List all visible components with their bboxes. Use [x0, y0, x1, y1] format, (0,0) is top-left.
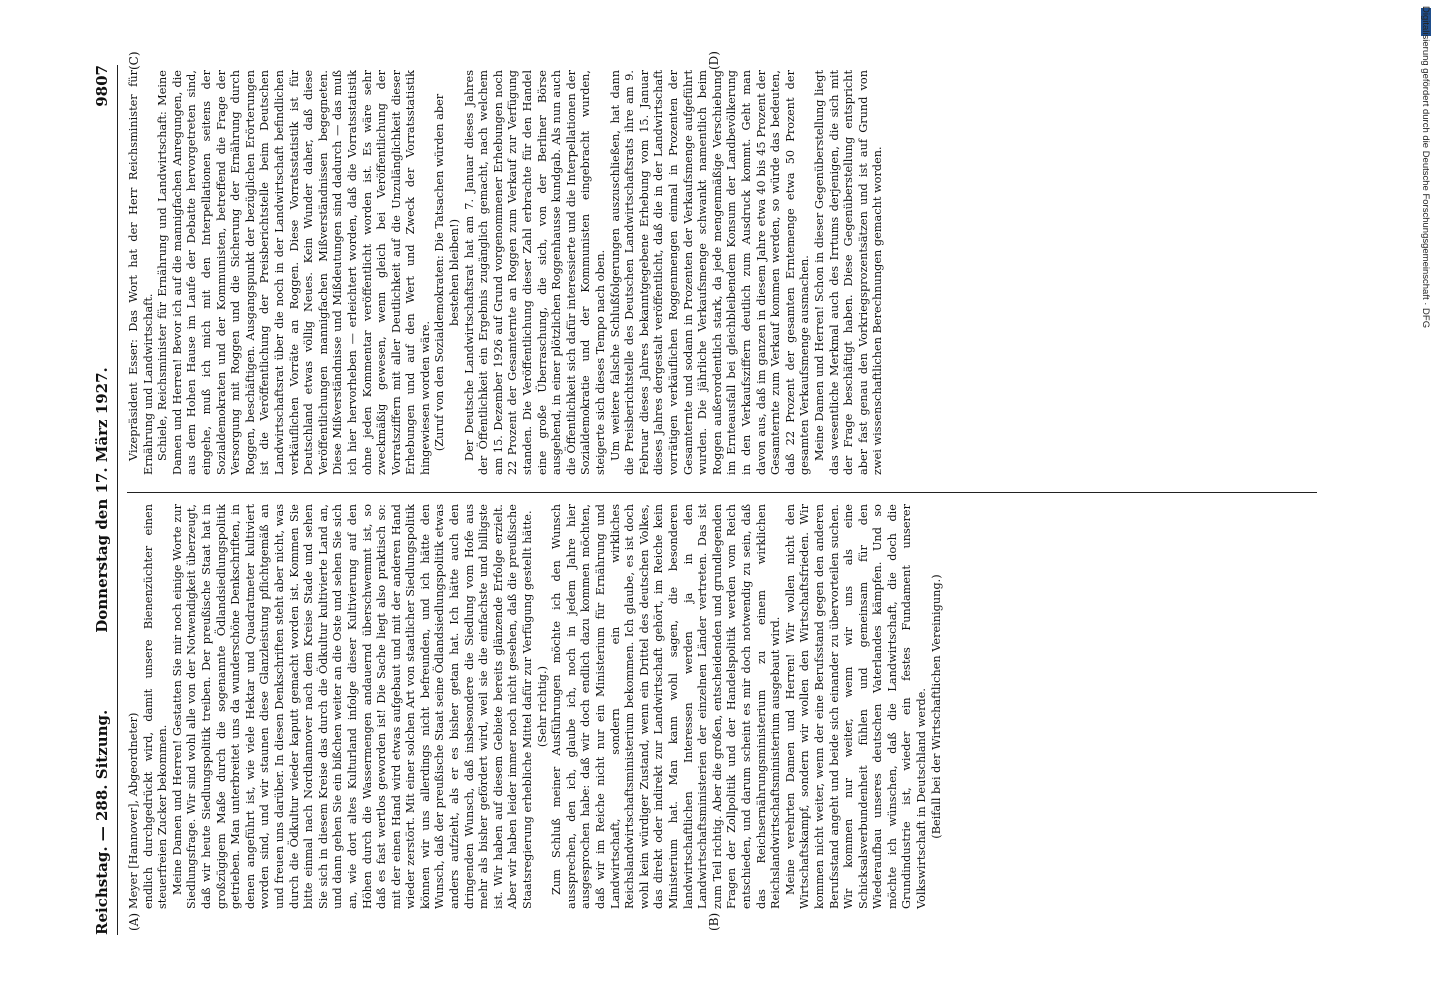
- header-date: Donnerstag den 17. März 1927.: [93, 367, 111, 633]
- left-column: [127, 504, 944, 909]
- page-number: 9807: [93, 65, 111, 107]
- margin-marker-c: (C): [127, 51, 141, 70]
- header-rule: [117, 65, 118, 935]
- digitization-credit: [1418, 6, 1432, 994]
- header-session: Reichstag. — 288. Sitzung.: [93, 709, 111, 935]
- rotated-document: [75, 51, 1365, 945]
- paragraph: endlich durchgedrückt wird, damit unsere Bienenzüchter einen steuerfreien Zucker bekommen.: [141, 504, 170, 909]
- page-header: [93, 65, 115, 935]
- right-column: [127, 70, 886, 475]
- paragraph: Zum Schluß meiner Ausführungen möchte ich den Wunsch aussprechen, den ich, glaube ich, noch in jedem Jahre hier ausgesprochen habe: daß wir doch endlich dazu kommen möchten, daß wir im Reiche nicht nur ein Ministerium für Ernährung und Landwirtschaft, sondern ein wirkliches Reichslandwirtschaftsministerium bekommen. Ich glaube, es ist doch wohl kein würdiger Zustand, wenn ein Drittel des deutschen Volkes, das direkt oder indirekt zur Landwirtschaft gehört, im Reiche kein Ministerium hat. Man kann wohl sagen, die besonderen landwirtschaftlichen Interessen werden ja in den Landwirtschaftsministerien der einzelnen Länder vertreten. Das ist zum Teil richtig. Aber die großen, entscheidenden und grundlegenden Fragen der Zollpolitik und der Handelspolitik werden vom Reich entschieden, und darum scheint es mir doch notwendig zu sein, daß das Reichsernährungsministerium zu einem wirklichen Reichslandwirtschaftsministerium ausgebaut wird.: [550, 504, 783, 909]
- paragraph: Schiele, Reichsminister für Ernährung und Landwirtschaft: Meine Damen und Herren! Bevor ich auf die mannigfachen Anregungen, die aus dem Hohen Hause im Laufe der Debatte hervorgetreten sind, eingehe, muß ich mich mit den Interpellationen seitens der Sozialdemokraten und der Kommunisten, betreffend die Frage der Versorgung mit Roggen und die Sicherung der Ernährung durch Roggen, beschäftigen. Ausgangspunkt der bezüglichen Erörterungen ist die Veröffentlichung der Preisberichtstelle beim Deutschen Landwirtschaftsrat über die noch in der Landwirtschaft befindlichen verkäuflichen Vorräte an Roggen. Diese Vorratsstatistik ist für Deutschland etwas völlig Neues. Kein Wunder daher, daß diese Veröffentlichungen mannigfachen Mißverständnissen begegneten. Diese Mißverständnisse und Mißdeutungen sind dadurch — das muß ich hier hervorheben — erleichtert worden, daß die Vorratsstatistik ohne jeden Kommentar veröffentlicht worden ist. Es wäre sehr zweckmäßig gewesen, wenn gleich bei Veröffentlichung der Vorratsziffern mit aller Deutlichkeit auf die Unzulänglichkeit dieser Erhebungen und auf den Wert und Zweck der Vorratsstatistik hingewiesen worden wäre.: [156, 70, 432, 475]
- paragraph: Meine Damen und Herren! Schon in dieser Gegenüberstellung liegt das wesentliche Merkmal auch des Irrtums derjenigen, die sich mit der Frage beschäftigt haben. Diese Gegenüberstellung entspricht aber fast genau den Vorkriegsprozentsätzen und ist auf Grund von zwei wissenschaftlichen Berechnungen gemacht worden.: [812, 70, 885, 475]
- interjection: (Beifall bei der Wirtschaftlichen Vereinigung.): [929, 574, 943, 839]
- paragraph: Um weitere falsche Schlußfolgerungen auszuschließen, hat dann die Preisberichtstelle des Deutschen Landwirtschaftsrats ihre am 9. Februar dieses Jahres bekanntgegebene Erhebung vom 15. Januar dieses Jahres dergestalt veröffentlicht, daß die in der Landwirtschaft vorrätigen verkäuflichen Roggenmengen einmal in Prozenten der Gesamternte und sodann in Prozenten der Verkaufsmenge aufgeführt wurden. Die jährliche Verkaufsmenge schwankt namentlich beim Roggen außerordentlich stark, da jede mengenmäßige Verschiebung im Ernteausfall bei gleichbleibendem Konsum der Landbevölkerung in den Verkaufsziffern deutlich zum Ausdruck kommt. Geht man davon aus, daß im ganzen in diesem Jahre etwa 40 bis 45 Prozent der Gesamternte zum Verkauf kommen werden, so würde das bedeuten, daß 22 Prozent der gesamten Erntemenge etwa 50 Prozent der gesamten Verkaufsmenge ausmachen.: [608, 70, 812, 475]
- interjection: (Sehr richtig.): [535, 665, 549, 748]
- paragraph: Vizepräsident Esser: Das Wort hat der Herr Reichsminister für Ernährung und Landwirtschaft.: [127, 70, 155, 475]
- margin-marker-d: (D): [707, 51, 721, 70]
- paragraph: Der Deutsche Landwirtschaftsrat hat am 7. Januar dieses Jahres der Öffentlichkeit ein Ergebnis zugänglich gemacht, nach welchem am 15. Dezember 1926 auf Grund vorgenommener Erhebungen noch 22 Prozent der Gesamternte an Roggen zum Verkauf zur Verfügung standen. Die Veröffentlichung dieser Zahl erbrachte für den Handel eine große Überraschung, die sich, von der Berliner Börse ausgehend, in einer plötzlichen Roggenhausse kundgab. Als nun auch die Öffentlichkeit sich dafür interessierte und die Interpellationen der Sozialdemokratie und der Kommunisten eingebracht wurden, steigerte sich dieses Tempo nach oben.: [462, 70, 607, 475]
- speaker-line: Meyer [Hannover], Abgeordneter): [127, 712, 140, 909]
- paragraph: Meine Damen und Herren! Gestatten Sie mir noch einige Worte zur Siedlungsfrage. Wir sind wohl alle von der Notwendigkeit überzeugt, daß wir heute Siedlungspolitik treiben. Der preußische Staat hat in großzügigem Maße durch die sogenannte Ödlandsiedlungspolitik getrieben. Man unterbreitet uns da wunderschöne Denkschriften, in denen angeführt ist, wie viele Hektar und Quadratmeter kultiviert worden sind, und wir staunen diese Glanzleistung pflichtgemäß an und freuen uns darüber. In diesen Denkschriften steht aber nicht, was durch die Ödkultur wieder kaputt gemacht worden ist. Kommen Sie bitte einmal nach Nordhannover nach dem Kreise Stade und sehen Sie sich in diesem Kreise das durch die Ödkultur kultivierte Land an, und dann gehen Sie ein bißchen weiter an die Oste und sehen Sie sich an, wie dort altes Kulturland infolge dieser Kultivierung auf den Höhen durch die Wassermengen andauernd überschwemmt ist, so daß es fast wertlos geworden ist! Die Sache liegt also praktisch so: mit der einen Hand wird etwas aufgebaut und mit der anderen Hand wieder zerstört. Mit einer solchen Art von staatlicher Siedlungspolitik können wir uns allerdings nicht befreunden, und ich hätte den Wunsch, daß der preußische Staat seine Ödlandsiedlungspolitik etwas anders aufzieht, als er es bisher getan hat. Ich hätte auch den dringenden Wunsch, daß insbesondere die Siedlung vom Hofe aus mehr als bisher gefördert wird, weil sie die einfachste und billigste ist. Wir haben auf diesem Gebiete bereits glänzende Erfolge erzielt. Aber wir haben leider immer noch nicht gesehen, daß die preußische Staatsregierung erhebliche Mittel dafür zur Verfügung gestellt hätte.: [170, 504, 535, 909]
- margin-marker-b: (B): [707, 912, 721, 931]
- interjection: (Zuruf von den Sozialdemokraten: Die Tatsachen würden aber bestehen bleiben!): [433, 93, 462, 452]
- credit-text: Digitalisierung gefördert durch die Deutsche Forschungsgemeinschaft · DFG: [1420, 6, 1431, 329]
- column-divider: [127, 492, 1317, 493]
- margin-marker-a: (A): [127, 912, 141, 931]
- paragraph: Meine verehrten Damen und Herren! Wir wollen nicht den Wirtschaftskampf, sondern wir wollen den Wirtschaftsfrieden. Wir kommen nicht weiter, wenn der eine Berufsstand gegen den anderen Berufsstand angeht und beide sich einander zu übervorteilen suchen. Wir kommen nur weiter, wenn wir uns als eine Schicksalsverbundenheit fühlen und gemeinsam für den Wiederaufbau unseres deutschen Vaterlandes kämpfen. Und so möchte ich wünschen, daß die Landwirtschaft, die doch die Grundindustrie ist, wieder ein festes Fundament unserer Volkswirtschaft in Deutschland werde.: [783, 504, 929, 909]
